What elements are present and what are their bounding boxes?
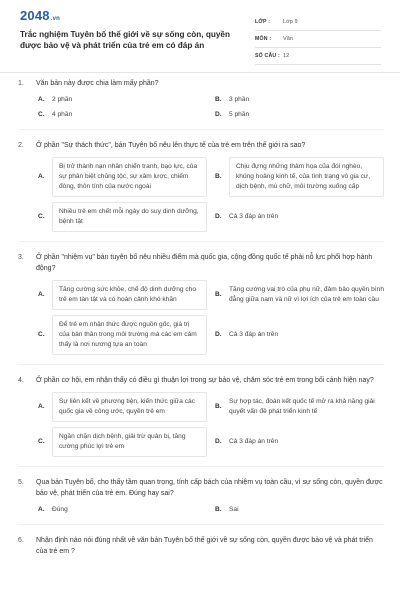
question-list [18, 78, 384, 582]
logo-suffix: .vn [50, 16, 61, 22]
option-letter: B. [215, 403, 222, 410]
question-header [18, 477, 384, 499]
option-letter: A. [38, 96, 45, 103]
question-text: Ở phần "nhiệm vụ" bản tuyên bố nêu nhiều điểm mà quốc gia, cộng đồng quốc tế phải nỗ lực phối hợp hành động? [36, 254, 373, 272]
option-text: Sự liên kết về phương tiện, kiến thức giữa các quốc gia về công ước, quyền trẻ em [52, 392, 207, 422]
site-logo[interactable] [20, 8, 60, 23]
meta-row-subject [255, 31, 381, 48]
logo-text: 2048 [20, 8, 50, 23]
option-text: 5 phần [229, 111, 250, 118]
option-letter: A. [38, 506, 45, 513]
meta-key: MÔN : [255, 36, 272, 42]
answer-options [18, 157, 384, 232]
answer-option-b[interactable] [215, 157, 384, 197]
page-title: Trắc nghiệm Tuyên bố thế giới về sự sống còn, quyền được bảo vệ và phát triển của trẻ em có đáp án [20, 30, 230, 50]
option-letter: C. [38, 438, 45, 445]
question-header [18, 140, 384, 151]
option-text: 2 phần [52, 96, 73, 103]
option-text: Chịu đựng những thảm họa của đói nghèo, khủng hoảng kinh tế, của tình trạng vô gia cư, dịch bệnh, mù chữ, môi trường xuống cấp [229, 157, 384, 197]
option-text: Để trẻ em nhận thức được nguồn gốc, giá trị của bản thân trong môi trường mà các em cảm thấy là nơi nương tựa an toàn [52, 315, 207, 355]
option-text: Cả 3 đáp án trên [229, 438, 279, 445]
question-number: 4. [18, 377, 24, 384]
meta-value: 12 [283, 53, 290, 59]
question-text: Qua bản Tuyên bố, cho thấy tầm quan trọng, tính cấp bách của nhiệm vụ toàn cầu, vì sự sống còn, quyền được bảo vệ, phát triển của trẻ em. Đúng hay sai? [36, 479, 383, 497]
option-text: Sự hợp tác, đoàn kết quốc tế mở ra khả năng giải quyết vấn đề phát triển kinh tế [229, 398, 375, 415]
option-text: Ngăn chặn dịch bệnh, giải trừ quân bị, tăng cường phúc lợi trẻ em [52, 427, 207, 457]
option-text: Sai [229, 506, 239, 513]
question-3 [18, 252, 384, 365]
question-number: 1. [18, 80, 24, 87]
option-letter: D. [215, 331, 222, 338]
meta-row-count [255, 48, 381, 65]
meta-panel [255, 14, 381, 65]
answer-option-d[interactable] [215, 202, 384, 232]
question-text: Nhận định nào nói đúng nhất về văn bản Tuyên bố thế giới về sự sống còn, quyền được bảo vệ và phát triển của trẻ em ? [36, 537, 373, 555]
answer-option-b[interactable] [215, 95, 384, 105]
question-1 [18, 78, 384, 130]
option-text: 4 phần [52, 111, 73, 118]
option-text: Tăng cường sức khỏe, chế độ dinh dưỡng cho trẻ em tàn tật và có hoàn cảnh khó khăn [52, 280, 207, 310]
meta-row-class [255, 14, 381, 31]
answer-option-a[interactable] [38, 95, 207, 105]
question-4 [18, 375, 384, 467]
meta-value: Văn [283, 36, 293, 42]
option-text: Nhiều trẻ em chết mỗi ngày do suy dinh dưỡng, bệnh tật [52, 202, 207, 232]
question-number: 2. [18, 142, 24, 149]
answer-option-a[interactable] [38, 280, 207, 310]
answer-option-b[interactable] [215, 505, 384, 515]
answer-option-c[interactable] [38, 202, 207, 232]
option-letter: C. [38, 111, 45, 118]
option-letter: B. [215, 96, 222, 103]
answer-option-d[interactable] [215, 315, 384, 355]
option-letter: A. [38, 291, 45, 298]
option-text: 3 phần [229, 96, 250, 103]
question-text: Văn bản này được chia làm mấy phần? [36, 80, 159, 87]
question-number: 3. [18, 254, 24, 261]
option-text: Đúng [52, 506, 68, 513]
option-letter: D. [215, 213, 222, 220]
answer-option-a[interactable] [38, 505, 207, 515]
answer-option-a[interactable] [38, 392, 207, 422]
header [0, 0, 400, 70]
question-2 [18, 140, 384, 242]
option-letter: D. [215, 438, 222, 445]
answer-options [18, 280, 384, 355]
option-text: Bị trở thành nạn nhân chiến tranh, bạo lực, của sự phân biệt chủng tộc, sự xâm lược, chiếm đóng, thôn tính của nước ngoài [52, 157, 207, 197]
answer-option-b[interactable] [215, 280, 384, 310]
answer-option-c[interactable] [38, 110, 207, 120]
answer-option-d[interactable] [215, 110, 384, 120]
question-5 [18, 477, 384, 525]
meta-key: LỚP : [255, 19, 271, 25]
question-header [18, 78, 384, 89]
option-letter: C. [38, 331, 45, 338]
answer-option-b[interactable] [215, 392, 384, 422]
option-letter: A. [38, 173, 45, 180]
option-text: Cả 3 đáp án trên [229, 213, 279, 220]
answer-option-a[interactable] [38, 157, 207, 197]
question-text: Ở phần "Sự thách thức", bản Tuyên bố nêu lên thực tế của trẻ em trên thế giới ra sao? [36, 142, 306, 149]
question-text: Ở phần cơ hội, em nhận thấy có điều gì thuận lợi trong sự bảo vệ, chăm sóc trẻ em trong bối cảnh hiện nay? [36, 377, 374, 384]
answer-options [18, 95, 384, 120]
option-text: Tăng cường vai trò của phụ nữ, đảm bảo quyền bình đẳng giữa nam và nữ vì lợi ích của trẻ em toàn cầu [229, 286, 385, 303]
question-number: 5. [18, 479, 24, 486]
meta-value: Lớp 9 [283, 19, 298, 25]
question-number: 6. [18, 537, 24, 544]
answer-options [18, 505, 384, 515]
option-letter: B. [215, 291, 222, 298]
answer-option-c[interactable] [38, 427, 207, 457]
option-letter: D. [215, 111, 222, 118]
header-divider [0, 72, 400, 73]
option-letter: C. [38, 213, 45, 220]
question-6 [18, 535, 384, 572]
option-text: Cả 3 đáp án trên [229, 331, 279, 338]
question-header [18, 535, 384, 557]
option-letter: A. [38, 403, 45, 410]
question-header [18, 252, 384, 274]
answer-option-c[interactable] [38, 315, 207, 355]
answer-options [18, 392, 384, 457]
option-letter: B. [215, 173, 222, 180]
question-header [18, 375, 384, 386]
option-letter: B. [215, 506, 222, 513]
answer-option-d[interactable] [215, 427, 384, 457]
meta-key: SỐ CÂU : [255, 53, 280, 59]
